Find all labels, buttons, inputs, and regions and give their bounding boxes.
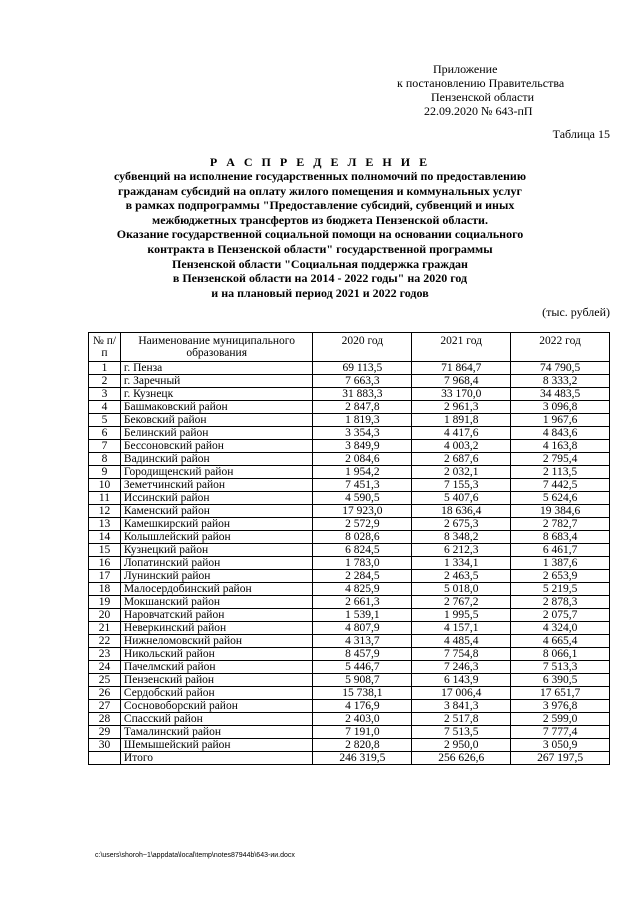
heading-line: межбюджетных трансфертов из бюджета Пензенской области. [152,212,488,227]
table-row [89,622,610,635]
table-row [89,531,610,544]
heading-line: гражданам субсидий на оплату жилого помещения и коммунальных услуг [118,183,522,198]
table-header-row [89,333,610,362]
table-row [89,440,610,453]
table-row [89,713,610,726]
heading-line: Пензенской области "Социальная поддержка граждан [172,256,468,271]
municipality-name: Шемышейский район [120,739,313,752]
heading-line: и на плановый период 2021 и 2022 годов [211,285,429,300]
value-2022: 7 777,4 [511,726,610,739]
row-number: 6 [89,427,121,440]
value-2020: 15 738,1 [313,687,412,700]
value-2020: 8 457,9 [313,648,412,661]
value-2021: 3 841,3 [412,700,511,713]
table-row [89,362,610,375]
municipality-name: Каменский район [120,505,313,518]
value-2020: 2 403,0 [313,713,412,726]
value-2020: 8 028,6 [313,531,412,544]
total-2022: 267 197,5 [511,752,610,765]
value-2022: 8 066,1 [511,648,610,661]
municipality-name: Сосновоборский район [120,700,313,713]
row-number: 2 [89,375,121,388]
value-2021: 2 950,0 [412,739,511,752]
row-number: 11 [89,492,121,505]
municipality-name: Колышлейский район [120,531,313,544]
table-row [89,583,610,596]
municipality-name: Мокшанский район [120,596,313,609]
value-2022: 1 387,6 [511,557,610,570]
value-2021: 2 463,5 [412,570,511,583]
value-2021: 4 157,1 [412,622,511,635]
value-2021: 4 485,4 [412,635,511,648]
table-row [89,414,610,427]
appendix-line-3: Пензенской области [431,90,534,104]
municipality-name: г. Пенза [120,362,313,375]
municipality-name: Бековский район [120,414,313,427]
value-2022: 7 513,3 [511,661,610,674]
table-row [89,635,610,648]
heading-line: контракта в Пензенской области" государственной программы [147,241,493,256]
value-2020: 4 825,9 [313,583,412,596]
row-number: 27 [89,700,121,713]
table-row [89,544,610,557]
value-2022: 7 442,5 [511,479,610,492]
municipality-name: Лопатинский район [120,557,313,570]
municipality-name: Бессоновский район [120,440,313,453]
value-2021: 7 968,4 [412,375,511,388]
table-row [89,427,610,440]
value-2021: 7 513,5 [412,726,511,739]
municipality-name: Неверкинский район [120,622,313,635]
value-2021: 7 754,8 [412,648,511,661]
total-2021: 256 626,6 [412,752,511,765]
table-row [89,375,610,388]
value-2020: 17 923,0 [313,505,412,518]
table-row [89,700,610,713]
table-row [89,596,610,609]
col-header-name: Наименование муниципального образования [120,333,313,362]
value-2021: 18 636,4 [412,505,511,518]
row-number: 5 [89,414,121,427]
value-2021: 2 032,1 [412,466,511,479]
municipality-name: Башмаковский район [120,401,313,414]
value-2020: 3 849,9 [313,440,412,453]
value-2022: 19 384,6 [511,505,610,518]
value-2022: 2 075,7 [511,609,610,622]
table-row [89,388,610,401]
value-2021: 2 687,6 [412,453,511,466]
row-number: 4 [89,401,121,414]
value-2021: 5 018,0 [412,583,511,596]
row-number: 17 [89,570,121,583]
municipality-name: Иссинский район [120,492,313,505]
value-2020: 7 191,0 [313,726,412,739]
value-2021: 5 407,6 [412,492,511,505]
value-2022: 2 878,3 [511,596,610,609]
municipality-name: Белинский район [120,427,313,440]
municipality-name: Пачелмский район [120,661,313,674]
value-2021: 2 767,2 [412,596,511,609]
value-2020: 2 284,5 [313,570,412,583]
row-number: 3 [89,388,121,401]
table-row [89,661,610,674]
appendix-decree-ref: 22.09.2020 № 643-пП [424,104,533,118]
value-2020: 7 663,3 [313,375,412,388]
municipality-name: Лунинский район [120,570,313,583]
municipality-name: Камешкирский район [120,518,313,531]
value-2022: 8 333,2 [511,375,610,388]
table-row [89,648,610,661]
value-2022: 17 651,7 [511,687,610,700]
value-2022: 3 050,9 [511,739,610,752]
table-row [89,557,610,570]
value-2022: 6 390,5 [511,674,610,687]
value-2021: 4 417,6 [412,427,511,440]
value-2020: 7 451,3 [313,479,412,492]
value-2021: 6 212,3 [412,544,511,557]
table-row [89,505,610,518]
row-number: 23 [89,648,121,661]
value-2021: 2 517,8 [412,713,511,726]
municipality-name: Городищенский район [120,466,313,479]
row-number: 28 [89,713,121,726]
value-2021: 1 891,8 [412,414,511,427]
row-number: 14 [89,531,121,544]
value-2021: 6 143,9 [412,674,511,687]
row-number: 22 [89,635,121,648]
value-2022: 2 653,9 [511,570,610,583]
value-2022: 34 483,5 [511,388,610,401]
row-number: 1 [89,362,121,375]
row-number: 21 [89,622,121,635]
municipality-name: Земетчинский район [120,479,313,492]
value-2020: 2 572,9 [313,518,412,531]
value-2020: 6 824,5 [313,544,412,557]
value-2021: 71 864,7 [412,362,511,375]
heading-line: Оказание государственной социальной помощи на основании социального [116,227,524,242]
col-header-2022: 2022 год [511,333,610,362]
value-2022: 6 461,7 [511,544,610,557]
municipality-name: г. Кузнецк [120,388,313,401]
row-number: 30 [89,739,121,752]
value-2020: 1 954,2 [313,466,412,479]
document-title: Р А С П Р Е Д Е Л Е Н И Е [209,155,431,169]
municipality-name: Спасский район [120,713,313,726]
value-2022: 8 683,4 [511,531,610,544]
row-number: 19 [89,596,121,609]
municipality-name: Вадинский район [120,453,313,466]
value-2021: 17 006,4 [412,687,511,700]
value-2020: 2 661,3 [313,596,412,609]
table-label: Таблица 15 [552,127,610,141]
table-row [89,466,610,479]
value-2020: 4 313,7 [313,635,412,648]
row-number: 16 [89,557,121,570]
value-2022: 2 599,0 [511,713,610,726]
municipality-name: Нижнеломовский район [120,635,313,648]
row-number: 24 [89,661,121,674]
table-row [89,453,610,466]
total-2020: 246 319,5 [313,752,412,765]
appendix-line-1: Приложение [433,62,498,76]
value-2020: 2 084,6 [313,453,412,466]
heading-line: в рамках подпрограммы "Предоставление субсидий, субвенций и иных [125,198,515,213]
value-2020: 2 847,8 [313,401,412,414]
table-row [89,674,610,687]
municipality-name: Кузнецкий район [120,544,313,557]
table-row [89,726,610,739]
value-2020: 1 539,1 [313,609,412,622]
municipality-name: Тамалинский район [120,726,313,739]
row-number: 13 [89,518,121,531]
row-number: 29 [89,726,121,739]
value-2020: 4 807,9 [313,622,412,635]
value-2021: 7 155,3 [412,479,511,492]
total-label: Итого [120,752,313,765]
table-row [89,609,610,622]
value-2020: 2 820,8 [313,739,412,752]
value-2021: 33 170,0 [412,388,511,401]
value-2020: 4 590,5 [313,492,412,505]
table-row [89,401,610,414]
total-row [89,752,610,765]
value-2021: 8 348,2 [412,531,511,544]
value-2022: 2 782,7 [511,518,610,531]
table-row [89,687,610,700]
municipality-name: Наровчатский район [120,609,313,622]
municipality-name: Никольский район [120,648,313,661]
row-number: 7 [89,440,121,453]
value-2020: 1 819,3 [313,414,412,427]
col-header-2020: 2020 год [313,333,412,362]
municipality-name: Малосердобинский район [120,583,313,596]
value-2022: 5 624,6 [511,492,610,505]
value-2022: 2 113,5 [511,466,610,479]
row-number: 12 [89,505,121,518]
municipality-name: Сердобский район [120,687,313,700]
value-2020: 5 446,7 [313,661,412,674]
table-row [89,518,610,531]
value-2022: 4 843,6 [511,427,610,440]
value-2022: 74 790,5 [511,362,610,375]
value-2022: 3 096,8 [511,401,610,414]
appendix-line-2: к постановлению Правительства [397,76,565,90]
distribution-table [88,332,610,765]
row-number: 20 [89,609,121,622]
row-number: 26 [89,687,121,700]
col-header-2021: 2021 год [412,333,511,362]
municipality-name: Пензенский район [120,674,313,687]
row-number: 8 [89,453,121,466]
value-2022: 4 163,8 [511,440,610,453]
value-2021: 2 961,3 [412,401,511,414]
value-2021: 4 003,2 [412,440,511,453]
table-row [89,739,610,752]
value-2022: 4 324,0 [511,622,610,635]
table-row [89,570,610,583]
row-number: 25 [89,674,121,687]
value-2022: 2 795,4 [511,453,610,466]
value-2022: 4 665,4 [511,635,610,648]
row-number: 9 [89,466,121,479]
col-header-num: № п/п [89,333,121,362]
value-2021: 1 995,5 [412,609,511,622]
unit-label: (тыс. рублей) [542,305,610,319]
value-2022: 5 219,5 [511,583,610,596]
row-number: 18 [89,583,121,596]
value-2022: 1 967,6 [511,414,610,427]
table-row [89,492,610,505]
value-2020: 31 883,3 [313,388,412,401]
value-2020: 1 783,0 [313,557,412,570]
value-2020: 5 908,7 [313,674,412,687]
municipality-name: г. Заречный [120,375,313,388]
total-num-cell [89,752,121,765]
file-path-footer: c:\users\shoroh~1\appdata\local\temp\notes87944b\643-ии.docx [95,852,295,859]
value-2021: 2 675,3 [412,518,511,531]
value-2021: 1 334,1 [412,557,511,570]
value-2021: 7 246,3 [412,661,511,674]
document-heading [100,169,540,300]
value-2022: 3 976,8 [511,700,610,713]
row-number: 10 [89,479,121,492]
heading-line: субвенций на исполнение государственных полномочий по предоставлению [113,169,526,183]
value-2020: 4 176,9 [313,700,412,713]
value-2020: 69 113,5 [313,362,412,375]
row-number: 15 [89,544,121,557]
table-row [89,479,610,492]
value-2020: 3 354,3 [313,427,412,440]
heading-line: в Пензенской области на 2014 - 2022 годы" на 2020 год [172,271,468,286]
